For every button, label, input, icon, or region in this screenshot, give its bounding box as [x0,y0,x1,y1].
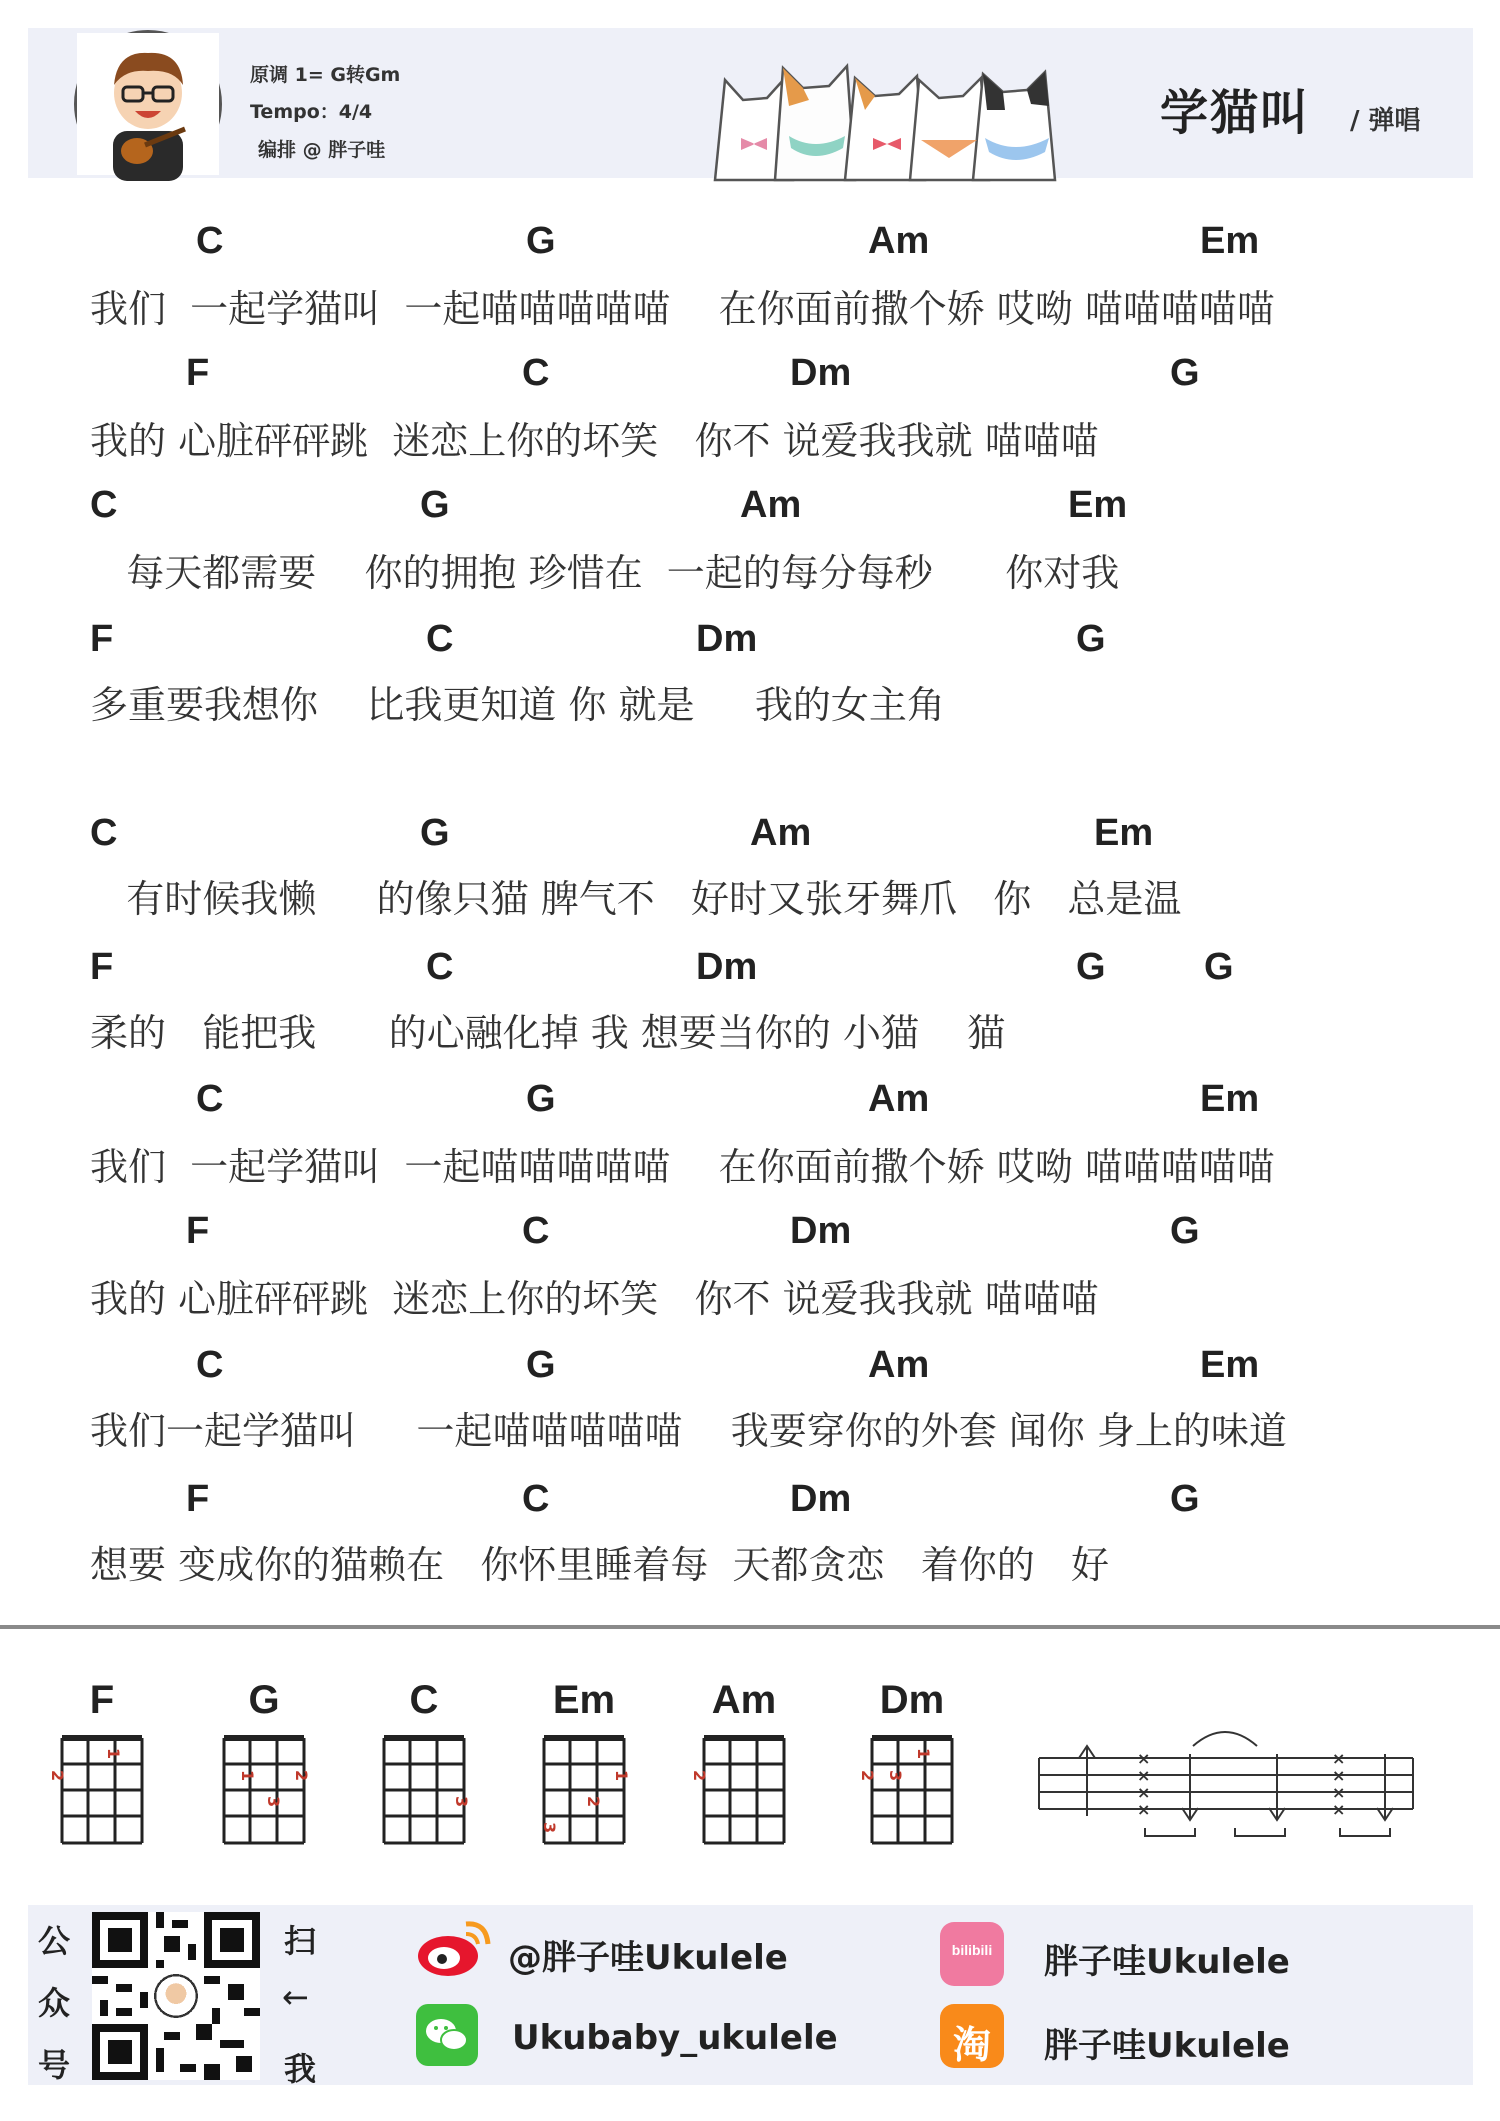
scan-label: 我 [284,2050,317,2088]
gzh-label: 号 [38,2046,71,2084]
svg-text:×: × [1332,1766,1346,1785]
chord-label: C [426,618,454,660]
fretboard [48,1728,152,1848]
lyric-line: 我们一起学猫叫 一起喵喵喵喵喵 我要穿你的外套 闻你 身上的味道 [90,1409,1287,1453]
gzh-label: 公 [38,1922,71,1960]
chord-label: G [1204,946,1234,988]
wechat-icon [416,2004,478,2066]
chord-label: Dm [790,352,852,394]
scan-label: 扫 [284,1922,317,1960]
chord-label: G [1170,1210,1200,1252]
chord-label: G [1076,618,1106,660]
svg-text:2: 2 [858,1770,877,1782]
chord-diagram-name: C [409,1678,439,1722]
chord-label: G [1076,946,1106,988]
lyric-line: 多重要我想你 比我更知道 你 就是 我的女主角 [90,683,945,727]
chord-label: Em [1094,812,1154,854]
song-title: 学猫叫 [1160,85,1311,141]
arrow-left-icon: ← [282,1978,309,2016]
avatar [74,30,222,178]
weibo-icon [414,1912,494,1982]
taobao-icon [940,2004,1004,2068]
chord-label: Am [868,1344,930,1386]
chord-label: Em [1200,1078,1260,1120]
chord-label: C [426,946,454,988]
svg-text:1: 1 [104,1748,123,1760]
svg-text:3: 3 [452,1796,471,1808]
chord-label: F [186,1210,210,1252]
chord-label: Dm [696,618,758,660]
svg-text:3: 3 [540,1822,559,1834]
svg-text:1: 1 [914,1748,933,1760]
fretboard [534,1728,634,1848]
chord-label: F [186,352,210,394]
taobao-handle[interactable]: 胖子哇Ukulele [1044,2026,1290,2066]
lyric-line: 有时候我懒 的像只猫 脾气不 好时又张牙舞爪 你 总是温 [90,877,1182,921]
chord-label: C [196,1344,224,1386]
chord-label: G [1170,1478,1200,1520]
chord-label: C [90,812,118,854]
chord-label: Em [1200,220,1260,262]
section-divider [0,1625,1500,1629]
fretboard [214,1728,314,1848]
chord-label: Am [868,220,930,262]
tempo: Tempo：4/4 [250,101,373,123]
svg-text:1: 1 [238,1770,257,1782]
strum-pattern [1035,1718,1415,1852]
lyric-line: 我们 一起学猫叫 一起喵喵喵喵喵 在你面前撒个娇 哎呦 喵喵喵喵喵 [90,1145,1275,1189]
chord-diagram-name: Dm [879,1678,945,1722]
chord-diagram-name: Am [711,1678,777,1722]
gzh-label: 众 [38,1984,71,2022]
chord-label: C [522,1210,550,1252]
chord-label: Em [1068,484,1128,526]
lyric-line: 我的 心脏砰砰跳 迷恋上你的坏笑 你不 说爱我我就 喵喵喵 [90,1277,1099,1321]
svg-text:1: 1 [612,1770,631,1782]
fretboard [690,1728,794,1848]
chord-label: Am [868,1078,930,1120]
chord-label: Dm [696,946,758,988]
lyric-line: 想要 变成你的猫赖在 你怀里睡着每 天都贪恋 着你的 好 [90,1543,1109,1587]
bilibili-handle[interactable]: 胖子哇Ukulele [1044,1942,1290,1982]
svg-text:×: × [1332,1800,1346,1819]
chord-label: G [526,1078,556,1120]
bilibili-icon [940,1922,1004,1986]
svg-text:2: 2 [690,1770,709,1782]
chord-label: Am [750,812,812,854]
svg-text:×: × [1137,1783,1151,1802]
chord-label: F [90,946,114,988]
taobao-badge-text: 淘 [952,2023,991,2067]
svg-text:×: × [1137,1766,1151,1785]
qr-code[interactable] [92,1912,260,2080]
lyric-line: 我的 心脏砰砰跳 迷恋上你的坏笑 你不 说爱我我就 喵喵喵 [90,419,1099,463]
chord-label: G [526,220,556,262]
chord-label: C [522,1478,550,1520]
chord-label: Am [740,484,802,526]
chord-diagram-name: G [248,1678,280,1722]
chord-label: F [186,1478,210,1520]
cats-illustration [705,40,1115,180]
svg-text:3: 3 [886,1770,905,1782]
chord-label: C [196,220,224,262]
fretboard [374,1728,474,1848]
chord-label: Dm [790,1478,852,1520]
bilibili-badge-text: bilibili [951,1942,993,1958]
chord-label: G [420,812,450,854]
wechat-id[interactable]: Ukubaby_ukulele [512,2018,838,2058]
chord-label: Dm [790,1210,852,1252]
chord-label: Em [1200,1344,1260,1386]
chord-diagram-name: Em [552,1678,616,1722]
lyric-line: 我们 一起学猫叫 一起喵喵喵喵喵 在你面前撒个娇 哎呦 喵喵喵喵喵 [90,287,1275,331]
svg-text:3: 3 [264,1796,283,1808]
svg-text:2: 2 [584,1796,603,1808]
svg-text:2: 2 [292,1770,311,1782]
chord-label: G [526,1344,556,1386]
fretboard [858,1728,962,1848]
chord-label: G [1170,352,1200,394]
chord-label: C [522,352,550,394]
svg-text:2: 2 [48,1770,67,1782]
svg-text:×: × [1137,1749,1151,1768]
chord-label: F [90,618,114,660]
svg-text:×: × [1332,1783,1346,1802]
lyric-line: 每天都需要 你的拥抱 珍惜在 一起的每分每秒 你对我 [90,551,1120,595]
original-key: 原调 1= G转Gm [250,64,401,86]
chord-diagram-name: F [89,1678,115,1722]
arranger: 编排 @ 胖子哇 [258,139,386,161]
svg-text:×: × [1332,1749,1346,1768]
chord-label: C [90,484,118,526]
chord-label: G [420,484,450,526]
weibo-handle[interactable]: @胖子哇Ukulele [508,1938,788,1978]
lyric-line: 柔的 能把我 的心融化掉 我 想要当你的 小猫 猫 [90,1011,1006,1055]
svg-text:×: × [1137,1800,1151,1819]
chord-label: C [196,1078,224,1120]
song-subtitle: / 弹唱 [1350,106,1421,136]
